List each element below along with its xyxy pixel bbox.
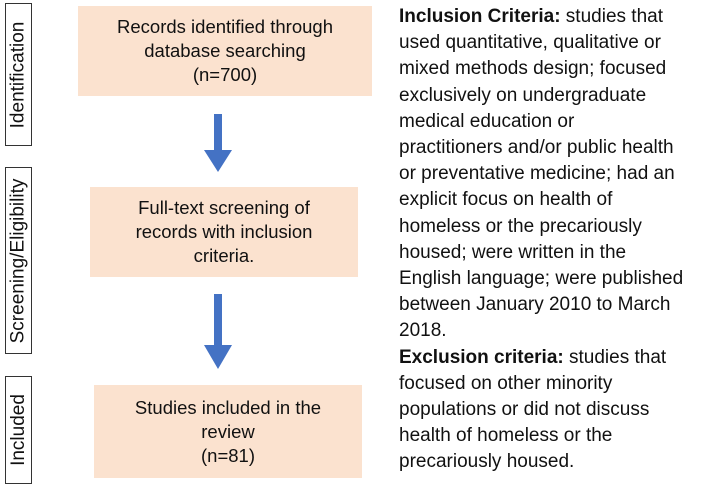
criteria-text-line: precariously housed. [399,451,575,473]
criteria-text-line: populations or did not discuss [399,399,650,421]
stage-label-screening [5,167,32,354]
full-text-screening-box [90,187,358,277]
studies-included-box [94,385,362,478]
criteria-text-line: or preventative medicine; had an [399,163,675,185]
box-text-line: criteria. [193,245,255,266]
criteria-text-line: explicit focus on health of [399,189,613,211]
down-arrow-icon [204,294,232,369]
study-count: (n=81) [201,444,255,466]
box-text-line: Studies included in the [134,396,322,418]
inclusion-first-line [399,4,707,30]
box-text-line: database searching [144,40,306,61]
criteria-text-line: studies that [563,346,667,368]
criteria-text-line: English language; were published [399,268,684,290]
criteria-text-line: used quantitative, qualitative or [399,32,661,54]
criteria-text [399,4,707,476]
criteria-text-line: mixed methods design; focused [399,58,667,80]
box-text-line: review [201,420,255,442]
box-text-line: Records identified through [117,16,333,37]
box-text-line: Full-text screening of [138,197,310,218]
record-count: (n=700) [192,64,258,85]
stage-label-text: Identification [7,21,29,128]
criteria-text-line: 2018. [399,320,447,342]
down-arrow-icon [204,114,232,172]
criteria-text-line: practitioners and/or public health [399,137,674,159]
box-text-line: records with inclusion [135,221,313,242]
criteria-text-line: housed; were written in the [399,241,627,263]
records-identified-box [78,6,372,96]
criteria-text-line: exclusively on undergraduate [399,84,647,106]
criteria-text-line: health of homeless or the [399,425,613,447]
inclusion-heading: Inclusion Criteria: [399,6,561,27]
exclusion-first-line [399,345,707,371]
stage-label-text: Included [7,394,29,466]
stage-label-text: Screening/Eligibility [7,178,29,343]
criteria-text-line: studies that [560,6,663,27]
criteria-text-line: homeless or the precariously [399,215,642,237]
criteria-text-line: between January 2010 to March [399,294,671,316]
criteria-text-line: focused on other minority [399,372,613,394]
stage-label-included [5,376,32,484]
exclusion-heading: Exclusion criteria: [399,346,564,368]
criteria-text-line: medical education or [399,110,575,132]
stage-label-identification [5,3,32,146]
